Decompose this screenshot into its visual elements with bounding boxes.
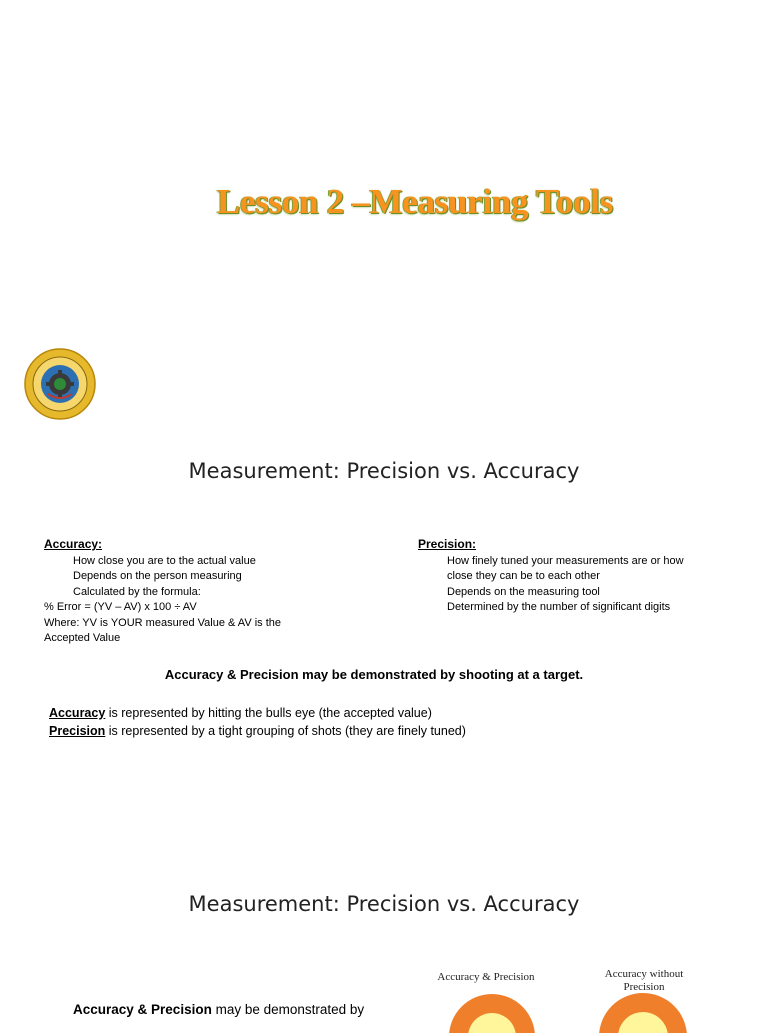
demo-statement: Accuracy & Precision may be demonstrated by shooting at a target.: [164, 667, 584, 682]
lesson-title: Lesson 2 –Measuring Tools: [216, 182, 614, 221]
bottom-rest: may be demonstrated by: [211, 1002, 365, 1017]
target-label-line: Precision: [623, 981, 665, 993]
precision-line: Determined by the number of significant digits: [447, 601, 671, 613]
representation-text: [49, 705, 466, 740]
target-accuracy-precision: [448, 993, 536, 1033]
precision-line: close they can be to each other: [447, 570, 600, 582]
precision-description: is represented by a tight grouping of shots (they are finely tuned): [105, 723, 466, 738]
formula-where-line: Where: YV is YOUR measured Value & AV is the: [44, 616, 282, 629]
precision-representation: [49, 723, 466, 741]
target-accuracy-without-precision: [597, 993, 689, 1033]
accuracy-line: How close you are to the actual value: [73, 554, 256, 567]
accuracy-line: Calculated by the formula:: [73, 585, 201, 598]
accuracy-keyword: Accuracy: [49, 706, 106, 720]
bottom-bold: Accuracy & Precision: [73, 1002, 212, 1017]
error-formula: % Error = (YV – AV) x 100 ÷ AV: [44, 601, 197, 613]
accuracy-line: Depends on the person measuring: [73, 570, 242, 582]
accuracy-column: [44, 537, 344, 647]
accuracy-label: Accuracy:: [44, 537, 103, 551]
precision-line: How finely tuned your measurements are or how: [447, 554, 684, 567]
target-label-line: Accuracy without: [604, 968, 684, 980]
accuracy-representation: [49, 705, 466, 723]
slide2-body-text: [73, 1002, 364, 1017]
school-seal-logo: [24, 348, 96, 420]
precision-label: Precision:: [418, 537, 477, 551]
target-label-accuracy-precision: Accuracy & Precision: [437, 971, 535, 983]
slide1-heading: Measurement: Precision vs. Accuracy: [188, 459, 580, 483]
target-label-accuracy-without-precision: [584, 968, 704, 994]
precision-keyword: Precision: [49, 723, 106, 738]
precision-column: [418, 537, 738, 616]
accuracy-description: is represented by hitting the bulls eye (the accepted value): [105, 706, 432, 720]
slide2-heading: Measurement: Precision vs. Accuracy: [188, 892, 580, 916]
formula-where-line: Accepted Value: [44, 632, 121, 644]
precision-line: Depends on the measuring tool: [447, 585, 600, 598]
